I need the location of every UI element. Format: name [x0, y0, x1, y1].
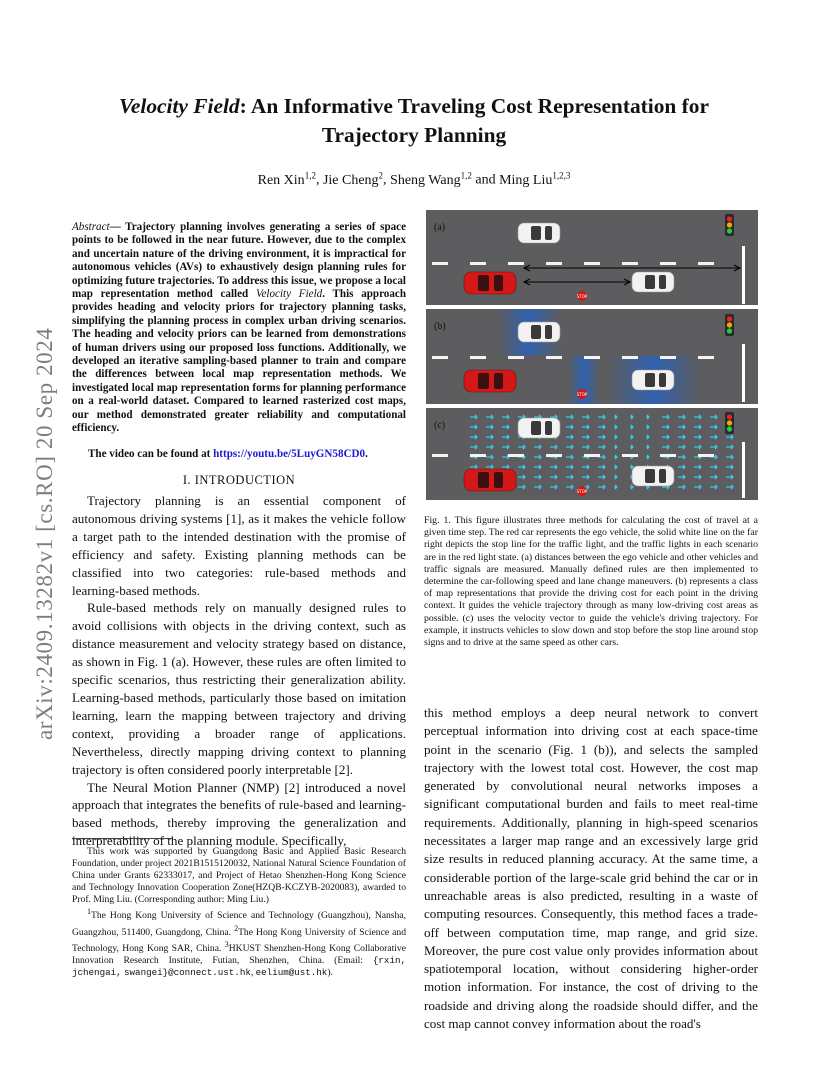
figure-1-caption: Fig. 1. This figure illustrates three methods for calculating the cost of travel at a given time step. The red car represents the ego vehicle, the solid white line on the far right depicts the stop line for the traffic light, and the traffic lights in each scenario are in the red light state. (a) distances between the ego vehicle and other vehicles and traffic signals are measured. Manually defined rules are then implemented to determine the car-following speed and lane change maneuvers. (b) represents a class of map representations that provide the driving cost for each point in the driving context. It guides the vehicle trajectory through as many low-driving cost areas as possible. (c) uses the velocity vector to guide the vehicle's driving trajectory. For example, it instructs vehicles to slow down and stop before the stop line around stop signs and to drive at the same speed as other cars. — [424, 515, 758, 649]
right-column-text: this method employs a deep neural network to convert perceptual information into driving cost at each space-time point in the scenario (Fig. 1 (b)), and selects the sampled trajectory with the lowest total cost. However, the cost map generated by convolutional neural networks imposes a significant computational burden and fails to meet real-time requirements. Additionally, planning in high-speed scenarios necessitates a larger map range and an excessively large grid size results in reduced planning accuracy. At the same time, a considerable portion of the large-scale grid behind the car or in unreachable areas is also predicted, resulting in a waste of computing resources. Consequently, this method faces a trade-off between computation time, map range, and grid size. Moreover, the pure cost value only provides information about spatiotemporal location, without considering higher-order motion information. For instance, the cost of driving to the roadside and driving along the roadside should differ, and the cost map cannot convey information about the road's — [424, 705, 758, 1032]
panel-label-b: (b) — [434, 321, 446, 332]
author-4: Ming Liu$^{1,2,3}$ — [499, 170, 571, 188]
svg-text:STOP: STOP — [576, 392, 588, 397]
section-heading-introduction: I. INTRODUCTION — [182, 473, 296, 487]
other-vehicle — [518, 322, 560, 342]
abstract-label: Abstract — [72, 221, 110, 233]
abstract: Abstract— Trajectory planning involves generating a series of space points to be followed in the near future. However, due to the complex and uncertain nature of the driving environment, it is impractical for autonomous vehicles (AVs) to exhaustively design planning rules for optimizing future trajectories. To address this issue, we propose a local map representation method called Velocity Field. This approach provides heading and velocity priors for trajectory planning tasks, simplifying the planning process in complex urban driving scenarios. The heading and velocity priors can be learned from demonstrations of human drivers using our proposed loss functions. Additionally, we developed an iterative sampling-based planner to train and compare the differences between local map representation methods. We investigated local map representation forms for planning performance on a real-world dataset. Compared to learned rasterized cost maps, our method demonstrated greater reliability and computational efficiency. — [72, 221, 407, 435]
traffic-light-icon — [725, 314, 734, 336]
svg-text:STOP: STOP — [576, 489, 588, 494]
ego-vehicle — [464, 370, 516, 392]
ego-vehicle — [464, 469, 516, 491]
intro-paragraph-1: Trajectory planning is an essential component of autonomous driving systems [1], as it makes the vehicle follow a target path to the intended destination with the promise of efficiency and safety. Existing planning methods can be classified into two categories: rule-based methods and learning-based methods. — [72, 493, 406, 598]
affiliation-footnote: $^1$The Hong Kong University of Science and Technology (Guangzhou), Nansha, Guangzhou, 511400, Guangdong, China. $^2$The Hong Kong University of Science and Technology, Hong Kong SAR, China. $^3$HKUST Shenzhen-Hong Kong Collaborative Innovation Research Institute, Futian, Shenzhen, China. (Email: {rxin, jchengai, swangei}@connect.ust.hk, eelium@ust.hk). — [72, 907, 406, 979]
footnote-rule — [72, 838, 172, 839]
author-2: Jie Cheng$^2$ — [322, 170, 384, 188]
figure-panel-b — [426, 309, 758, 404]
intro-paragraph-2: Rule-based methods rely on manually designed rules to avoid collisions with objects in the driving context, such as distance measurement and velocity strategy based on distance, as shown in Fig. 1 (a). However, these rules are often limited to specific scenarios, thus restricting their generalization ability. Learning-based methods, particularly those based on imitation learning, learn the mapping between trajectory and driving context, providing a broader range of applications. Nevertheless, directly mapping driving context to planning trajectory is often considered poorly interpretable [2]. — [72, 600, 406, 777]
video-note: The video can be found at https://youtu.be/5LuyGN58CD0. — [88, 448, 368, 460]
footnotes — [72, 846, 406, 980]
other-vehicle — [518, 418, 560, 438]
panel-label-a: (a) — [434, 222, 446, 233]
intro-paragraph-3: The Neural Motion Planner (NMP) [2] introduced a novel approach that integrates the benefits of rule-based and learning-based methods, thereby improving the generalization and interpretability of the planning module. Specifically, — [72, 779, 406, 849]
ego-vehicle — [464, 272, 516, 294]
abstract-text: Trajectory planning involves generating a series of space points to be followed in the near future. However, due to the complex and uncertain nature of the driving environment, it is impractical for autonomous vehicles (AVs) to exhaustively design planning rules for optimizing future trajectories. To address this issue, we propose a local map representation method called — [72, 221, 407, 301]
figure-1 — [426, 210, 758, 500]
abstract-emph: Velocity Field — [255, 288, 323, 301]
other-vehicle — [518, 223, 560, 243]
title-rest: : An Informative Traveling Cost Representation for Trajectory Planning — [239, 94, 709, 147]
title-emph: Velocity Field — [119, 94, 240, 118]
paper-title — [90, 92, 738, 150]
svg-text:STOP: STOP — [576, 294, 588, 299]
traffic-light-icon — [725, 412, 734, 434]
other-vehicle — [632, 272, 674, 292]
traffic-light-icon — [725, 214, 734, 236]
funding-footnote: This work was supported by Guangdong Basic and Applied Basic Research Foundation, under project 2021B1515120032, National Natural Science Foundation of China under Grants 62333017, and Project of Hetao Shenzhen-Hong Kong Science and Technology Innovation Cooperation Zone(HZQB-KCZYB-2020083), awarded to Prof. Ming Liu. (Corresponding author: Ming Liu.) — [72, 846, 406, 906]
author-list: Ren Xin$^{1,2}$, Jie Cheng$^2$, Sheng Wang$^{1,2}$ and Ming Liu$^{1,2,3}$ — [257, 170, 571, 188]
other-vehicle — [632, 466, 674, 486]
author-3: Sheng Wang$^{1,2}$ — [390, 170, 472, 188]
intro-left-column — [72, 492, 406, 850]
video-link[interactable]: https://youtu.be/5LuyGN58CD0 — [213, 448, 366, 460]
figure-panel-a — [426, 210, 758, 305]
other-vehicle — [632, 370, 674, 390]
panel-label-c: (c) — [434, 420, 446, 431]
figure-panel-c — [426, 408, 758, 500]
author-1: Ren Xin$^{1,2}$ — [257, 170, 316, 188]
arxiv-identifier: arXiv:2409.13282v1 [cs.RO] 20 Sep 2024 — [32, 327, 57, 740]
